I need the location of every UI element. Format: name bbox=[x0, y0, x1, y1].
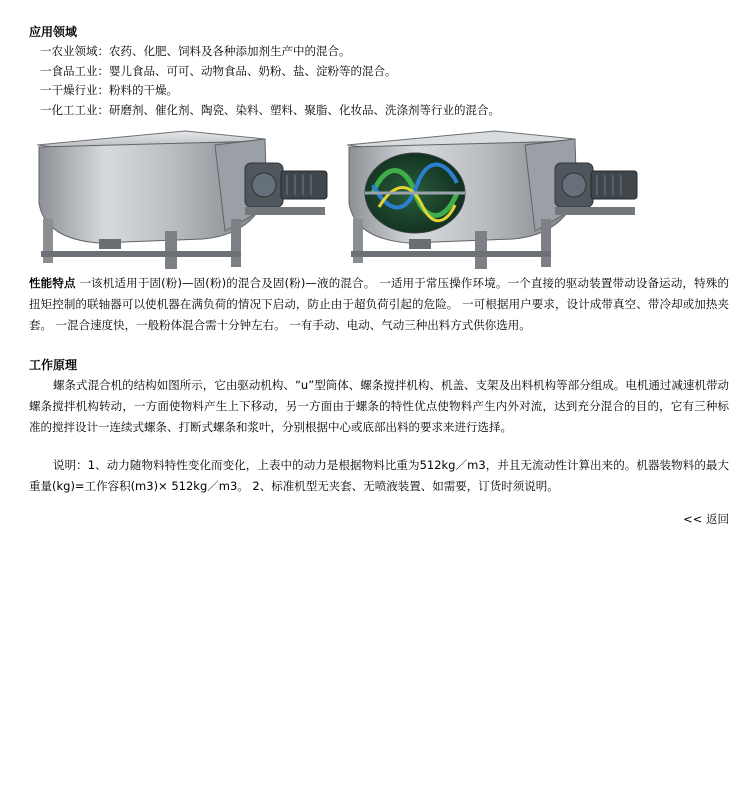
principle-text: 螺条式混合机的结构如图所示，它由驱动机构、“u”型筒体、螺条搅拌机构、机盖、支架及出料机构等部分组成。电机通过减速机带动螺条搅拌机构转动，一方面使物料产生上下移动，另一方面由于螺条的特性优点使物料产生内外对流，达到充分混合的目的，它有三种标准的搅拌设计一连续式螺条、打断式螺条和浆叶，分别根据中心或底部出料的要求来进行选择。 bbox=[29, 378, 729, 434]
applications-heading: 应用领域 bbox=[29, 25, 78, 39]
mixer-photo-cutaway bbox=[345, 123, 645, 271]
machine-images bbox=[29, 123, 729, 273]
note-spacer bbox=[29, 438, 729, 455]
features-paragraph bbox=[29, 273, 729, 336]
note-text: 说明：1、动力随物料特性变化而变化，上表中的动力是根据物料比重为512kg／m3，并且无流动性计算出来的。机器装物料的最大重量(kg)=工作容积(m3)× 512kg／m3。 2、标准机型无夹套、无喷液装置、如需要，订货时须说明。 bbox=[29, 458, 729, 493]
section-spacer bbox=[29, 336, 729, 355]
back-link[interactable]: << 返回 bbox=[683, 512, 729, 526]
application-line-chemical: 一化工工业：研磨剂、催化剂、陶瓷、染料、塑料、聚脂、化妆品、洗涤剂等行业的混合。 bbox=[40, 102, 500, 117]
application-line-agriculture: 一农业领域：农药、化肥、饲料及各种添加剂生产中的混合。 bbox=[40, 44, 351, 58]
application-line-drying: 一干燥行业：粉料的干燥。 bbox=[40, 83, 178, 97]
features-text: 一该机适用于固(粉)—固(粉)的混合及固(粉)—液的混合。 一适用于常压操作环境。一个直接的驱动装置带动设备运动，特殊的扭矩控制的联轴器可以使机器在满负荷的情况下启动，防止由于超负荷引起的危险。 一可根据用户要求，设计成带真空、带冷却或加热夹套。 一混合速度快，一般粉体混合需十分钟左右。 一有手动、电动、气动三种出料方式供你选用。 bbox=[29, 276, 730, 332]
features-heading: 性能特点 bbox=[29, 276, 76, 290]
principle-heading: 工作原理 bbox=[29, 358, 78, 372]
mixer-photo-closed bbox=[35, 123, 335, 271]
main-content bbox=[29, 22, 729, 529]
application-line-food: 一食品工业：婴儿食品、可可、动物食品、奶粉、盐、淀粉等的混合。 bbox=[40, 63, 397, 78]
